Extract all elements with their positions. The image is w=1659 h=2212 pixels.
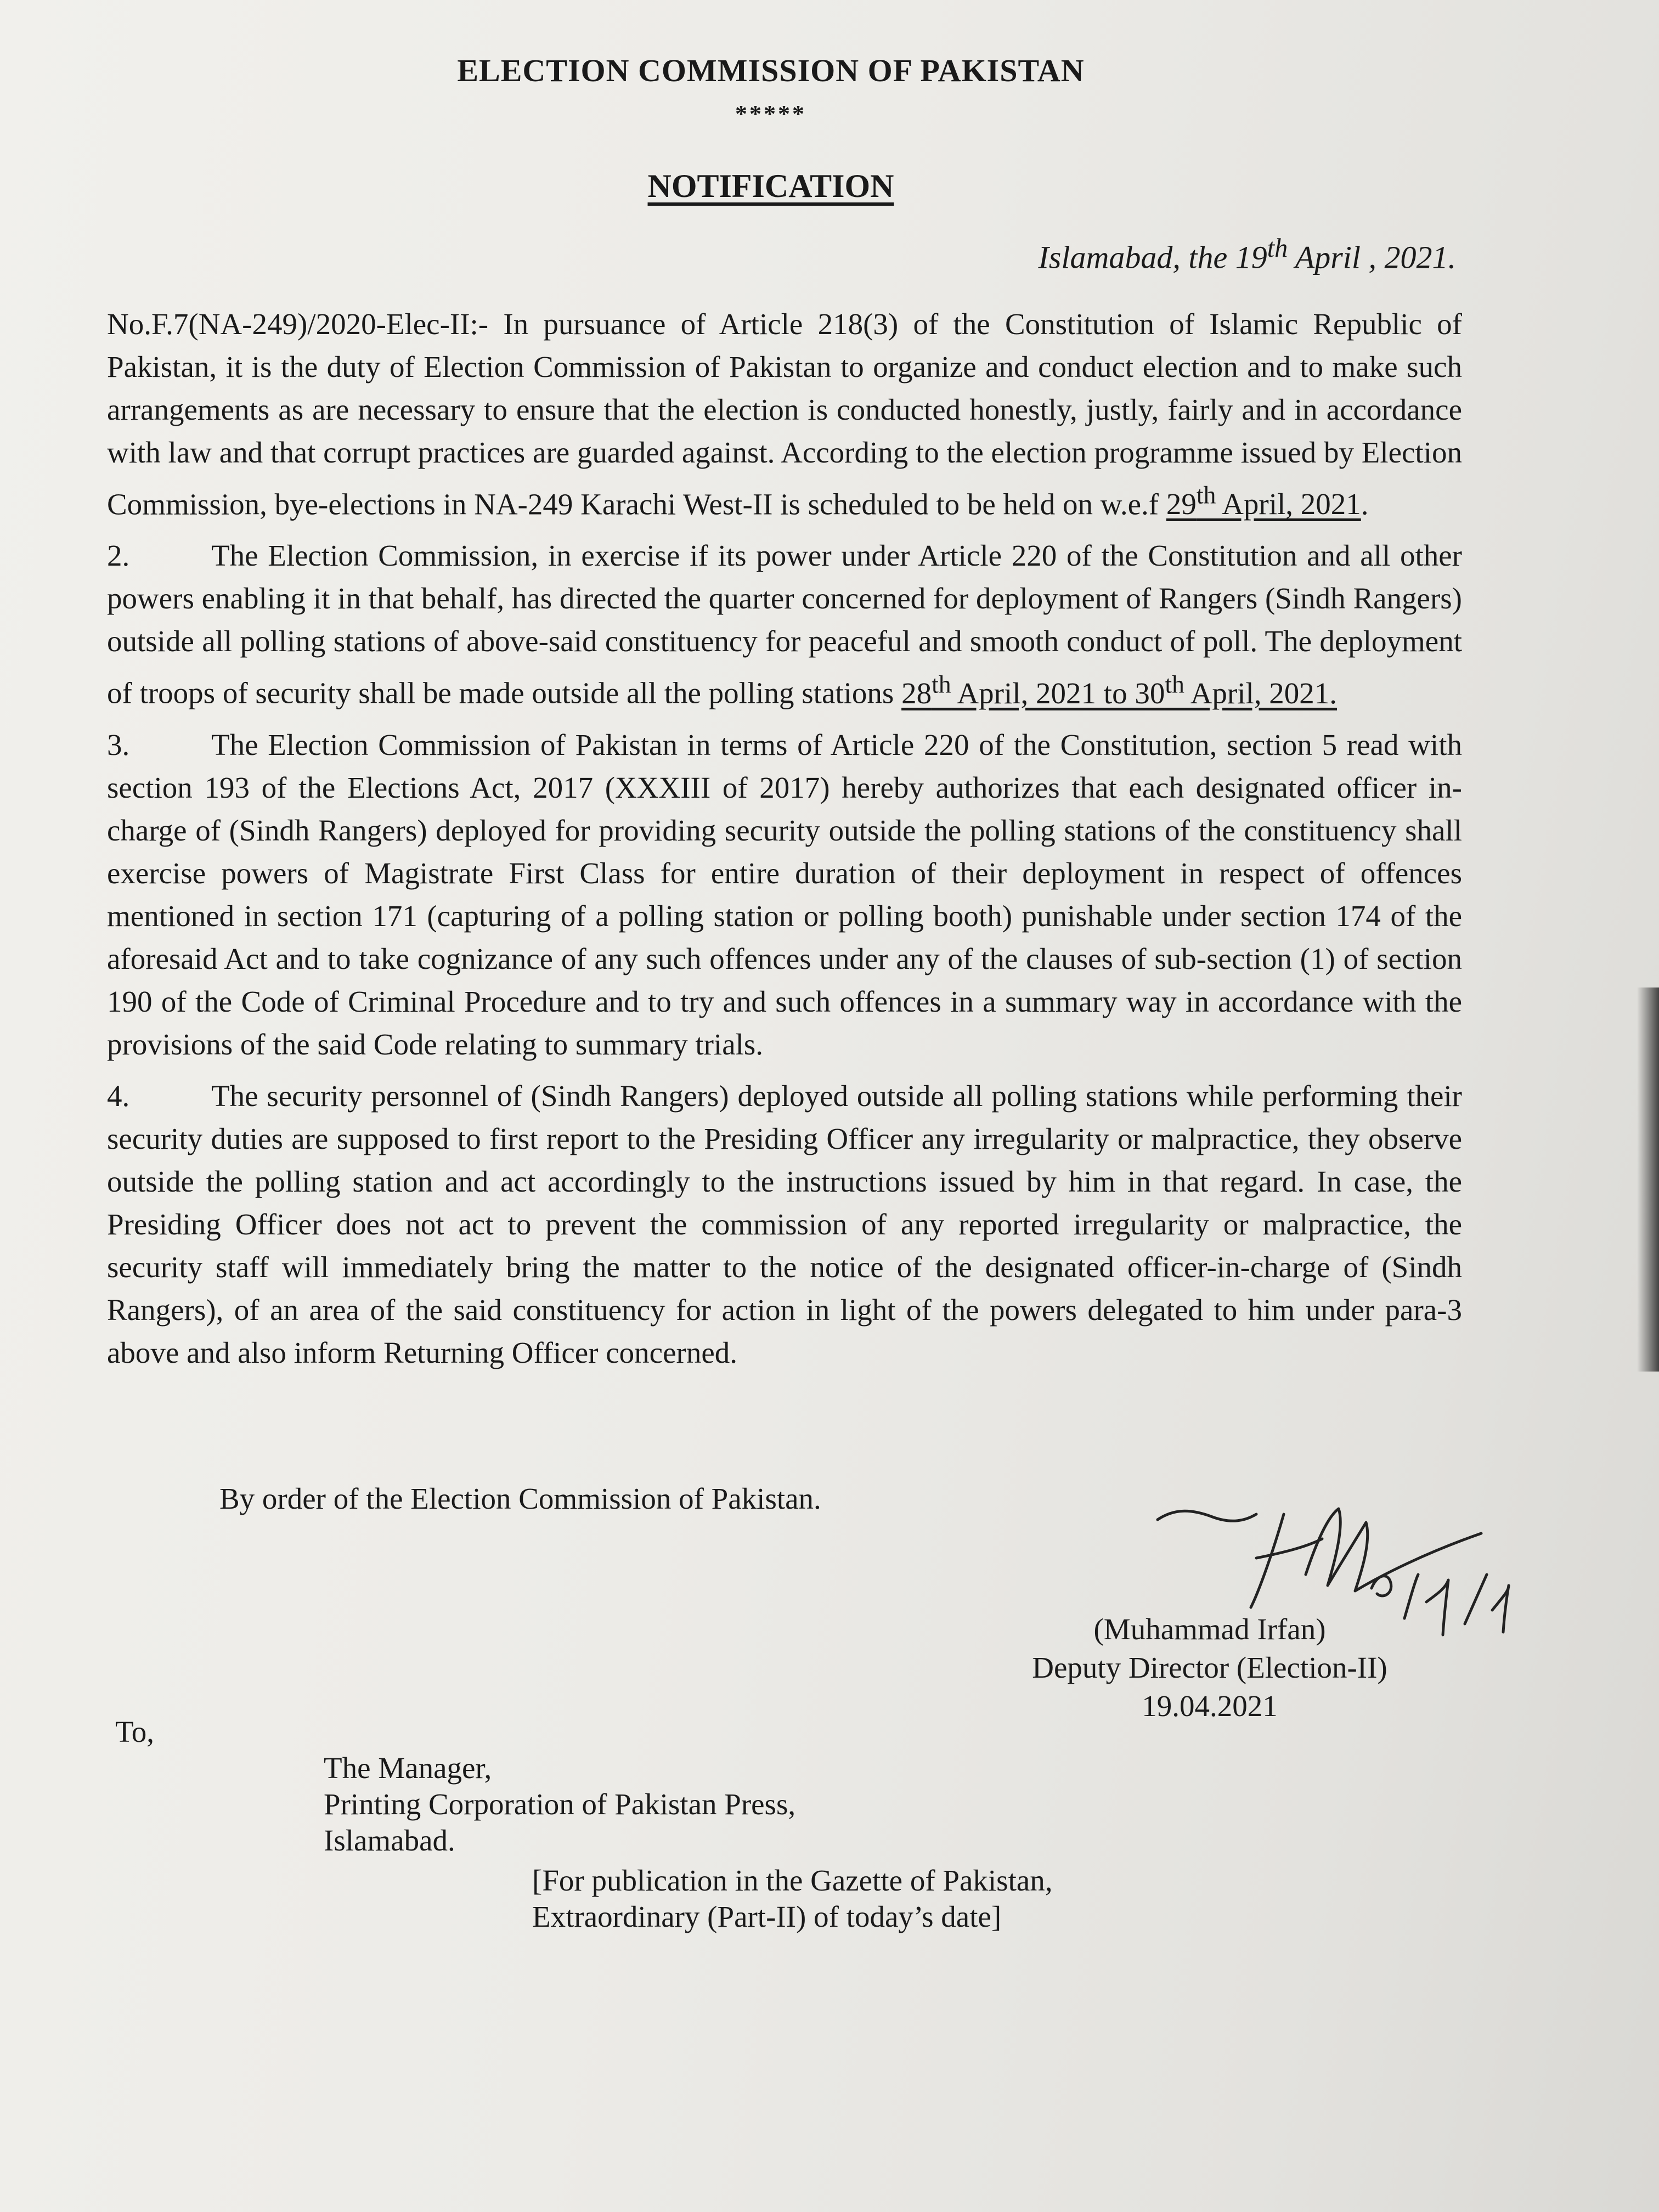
poll-date-rest: April, 2021 (1216, 487, 1361, 521)
deployment-end-rest: April, 2021. (1184, 676, 1338, 710)
poll-date-ordinal: th (1196, 481, 1216, 509)
paragraph-3 (107, 724, 1462, 1066)
order-line: By order of the Election Commission of Pakistan. (219, 1482, 821, 1515)
signatory-date: 19.04.2021 (1142, 1689, 1278, 1723)
deployment-end-ordinal: th (1165, 670, 1184, 698)
publication-line-2: Extraordinary (Part-II) of today’s date] (532, 1900, 1002, 1933)
addressee-line-3: Islamabad. (324, 1824, 455, 1857)
page-edge-shadow (1637, 988, 1659, 1372)
dateline-ordinal: th (1267, 234, 1288, 263)
paragraph-1-end: . (1361, 487, 1369, 521)
paragraph-1-text: No.F.7(NA-249)/2020-Elec-II:- In pursuance of Article 218(3) of the Constitution of Islamic Republic of Pakistan, it is the duty of Election Commission of Pakistan to organize and conduct election and to make such arrangements as are necessary to ensure that the election is conducted honestly, justly, fairly and in accordance with law and that corrupt practices are guarded against. According to the election programme issued by Election Commission, bye-elections in NA-249 Karachi West-II is scheduled to be held on w.e.f (107, 307, 1462, 521)
notification-title: NOTIFICATION (647, 168, 894, 204)
dateline (1038, 233, 1456, 275)
signatory-block (988, 1610, 1432, 1725)
addressee-line-2: Printing Corporation of Pakistan Press, (324, 1787, 796, 1821)
poll-date (1166, 481, 1361, 521)
paragraph-4-number: 4. (107, 1079, 130, 1113)
poll-date-day: 29 (1166, 487, 1197, 521)
dateline-suffix: April , 2021. (1288, 239, 1456, 275)
deployment-start-ordinal: th (932, 670, 951, 698)
deployment-period (901, 670, 1338, 710)
heading-stars: ***** (735, 100, 806, 127)
paragraph-2-text: The Election Commission, in exercise if its power under Article 220 of the Constitution and all other powers enabling it in that behalf, has directed the quarter concerned for deployment of Rangers (Sindh Rangers) outside all polling stations of above-said constituency for peaceful and smooth conduct of poll. The deployment of troops of security shall be made outside all the polling stations (107, 539, 1462, 710)
paragraph-2 (107, 534, 1462, 714)
dateline-prefix: Islamabad, the 19 (1038, 239, 1267, 275)
publication-line-1: [For publication in the Gazette of Pakistan, (532, 1864, 1053, 1897)
addressee-block (324, 1750, 795, 1859)
paragraph-3-number: 3. (107, 727, 130, 761)
to-label: To, (115, 1715, 155, 1748)
deployment-start-rest: April, 2021 to 30 (951, 676, 1165, 710)
paragraph-1 (107, 303, 1462, 526)
signatory-designation: Deputy Director (Election-II) (1032, 1651, 1387, 1684)
paragraph-4-text: The security personnel of (Sindh Rangers) deployed outside all polling stations while performing their security duties are supposed to first report to the Presiding Officer any irregularity or malpractice, they observe outside the polling station and act accordingly to the instructions issued by him in that regard. In case, the Presiding Officer does not act to prevent the commission of any reported irregularity or malpractice, the security staff will immediately bring the matter to the notice of the designated officer-in-charge of (Sindh Rangers), of an area of the said constituency for action in light of the powers delegated to him under para-3 above and also inform Returning Officer concerned. (107, 1079, 1462, 1369)
publication-note (532, 1863, 1053, 1935)
notification-body (107, 303, 1462, 1383)
deployment-start-day: 28 (901, 676, 932, 710)
addressee-line-1: The Manager, (324, 1751, 492, 1785)
signatory-name: (Muhammad Irfan) (1093, 1612, 1326, 1646)
paragraph-4 (107, 1075, 1462, 1374)
organization-heading: ELECTION COMMISSION OF PAKISTAN (457, 53, 1085, 88)
paragraph-2-number: 2. (107, 539, 130, 573)
paragraph-3-text: The Election Commission of Pakistan in terms of Article 220 of the Constitution, section 5 read with section 193 of the Elections Act, 2017 (XXXIII of 2017) hereby authorizes that each designated officer in-charge of (Sindh Rangers) deployed for providing security outside the polling stations of the constituency shall exercise powers of Magistrate First Class for entire duration of their deployment in respect of offences mentioned in section 171 (capturing of a polling station or polling booth) punishable under section 174 of the aforesaid Act and to take cognizance of any such offences under any of the clauses of sub-section (1) of section 190 of the Code of Criminal Procedure and to try and such offences in a summary way in accordance with the provisions of the said Code relating to summary trials. (107, 727, 1462, 1061)
